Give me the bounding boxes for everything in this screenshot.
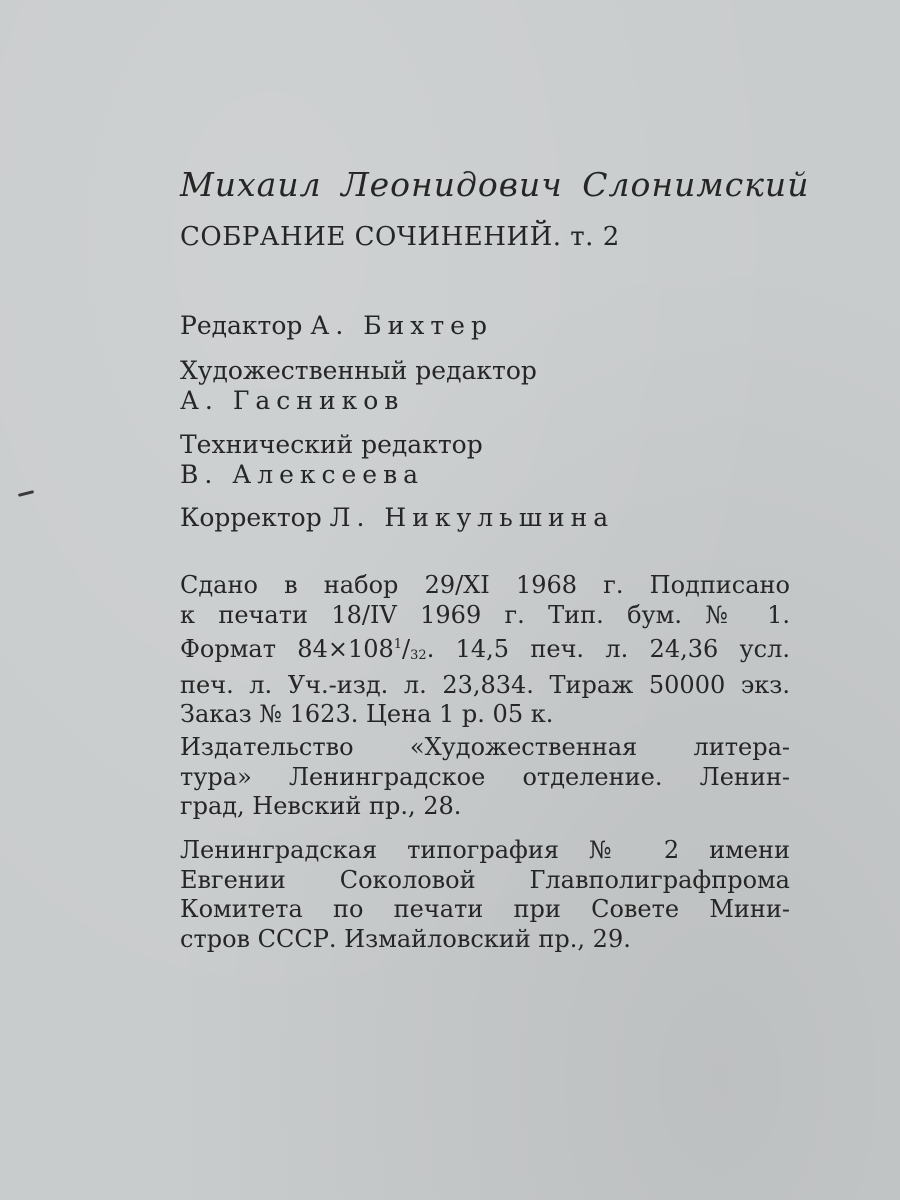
- author-name: Михаил Леонидович Слонимский: [180, 165, 810, 204]
- format-sheets: . 14,5 печ. л. 24,36 усл.: [426, 635, 790, 663]
- tech-editor-role: Технический редактор: [180, 430, 483, 459]
- print-details-line: Сдано в набор 29/XI 1968 г. Подписано: [180, 571, 790, 599]
- format-fraction-denominator: 32: [410, 648, 427, 663]
- printer-line: Ленинградская типография № 2 имени: [180, 836, 790, 864]
- art-editor-role: Художественный редактор: [180, 356, 537, 385]
- format-line: Формат $84\times 108^1/_{32}$. 14,5 печ. л. 24,36 усл.: [180, 635, 790, 663]
- art-editor-credit: [180, 356, 790, 416]
- print-details-line: Заказ № 1623. Цена 1 р. 05 к.: [180, 700, 554, 728]
- tech-editor-name: В. Алексеева: [180, 460, 425, 489]
- editor-role: Редактор: [180, 311, 303, 340]
- format-label: Формат 84×108: [180, 635, 394, 663]
- publisher-line: град, Невский пр., 28.: [180, 792, 462, 820]
- corrector-role: Корректор: [180, 503, 322, 532]
- printer-info: [180, 836, 790, 954]
- art-editor-name: А. Гасников: [180, 386, 405, 415]
- margin-mark: [18, 490, 34, 497]
- publisher-line: тура» Ленинградское отделение. Ленин-: [180, 762, 790, 791]
- publisher-line: Издательство «Художественная литера-: [180, 733, 790, 761]
- print-details: [180, 571, 790, 730]
- printer-line: стров СССР. Измайловский пр., 29.: [180, 924, 631, 953]
- printer-line: Евгении Соколовой Главполиграфпрома: [180, 865, 790, 894]
- format-fraction-numerator: 1: [393, 637, 403, 652]
- print-details-line: печ. л. Уч.-изд. л. 23,834. Тираж 50000 экз.: [180, 670, 790, 699]
- tech-editor-credit: [180, 430, 790, 490]
- editor-name: А. Бихтер: [310, 311, 493, 340]
- editor-credit: [180, 311, 790, 341]
- print-details-line: к печати 18/IV 1969 г. Тип. бум. № 1.: [180, 600, 790, 629]
- printer-line: Комитета по печати при Совете Мини-: [180, 895, 790, 923]
- corrector-credit: [180, 503, 790, 533]
- corrector-name: Л. Никульшина: [329, 503, 615, 532]
- publisher-info: [180, 733, 790, 822]
- book-title: СОБРАНИЕ СОЧИНЕНИЙ. т. 2: [180, 222, 620, 252]
